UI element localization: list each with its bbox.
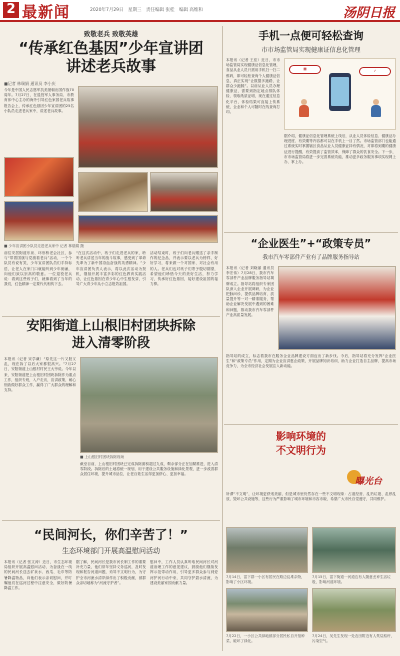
qr-bubble-icon: ▦ xyxy=(289,65,321,74)
uncivil-caption-1: 7月14日，富下群一小区有居民在路边乱堆杂物，影响了小区环境。 xyxy=(226,575,305,584)
page-number: 2 xyxy=(3,2,19,18)
divider xyxy=(224,424,398,425)
exposure-column-logo: 曝光台 xyxy=(347,470,385,488)
uncivil-photo-3 xyxy=(226,588,308,632)
enterprise-body-2: 指导站的成立，标志着我市在服务企业品牌建设方面迈出了新步伐。今后，指导站将充分发挥“企业医生”和“政策专员”作用，定期为企业宣讲惠企政策，开展品牌知识培训，助力企业打造自主品牌，提高市场竞争力，为全市经济社会发展注入新动能。 xyxy=(226,354,396,369)
phone-icon xyxy=(329,73,351,111)
mobile-infographic xyxy=(284,58,396,130)
column-divider xyxy=(222,26,223,651)
enterprise-headline: “企业医生”+“政策专员” xyxy=(250,238,372,250)
demolition-body-2: 截至目前，上山根旧村团块已完成拆除面积超过九成，剩余部分正在加紧推进，进入清零阶段。拆除后的土地将统一规划，用于建设公共服务设施和绿化景观，进一步改善群众居住环境，提升城市品位，让老百姓生活得更加舒心、更加幸福。 xyxy=(80,462,218,477)
river-headline: “民间河长，你们辛苦了！” xyxy=(34,527,188,542)
veterans-audience-photo xyxy=(78,215,218,243)
veterans-banner-photo xyxy=(4,157,74,197)
divider xyxy=(2,520,220,521)
divider xyxy=(224,232,398,233)
demolition-headline-2: 进入清零阶段 xyxy=(71,336,150,351)
veterans-lead: 今年是中国人民志愿军抗美援朝出国作战70周年。7月27日，在退役军人事务局、市教育体中心主办的海外引导红色家园老兵故事报告会上，传承红色基因少年宣讲团的25名小队员走进老兵家中，讲述老兵故事。 xyxy=(4,88,74,113)
person-icon xyxy=(371,99,381,117)
section-title: 最新闻 xyxy=(22,3,71,21)
mobile-subhead: 市市场监管局实现健康证信息化管理 xyxy=(261,47,361,54)
uncivil-caption-3: 7月22日，一小区公共绿地被部分居民私自开垦种菜，破坏了绿化。 xyxy=(226,634,305,643)
veterans-hall-photo xyxy=(78,172,148,212)
uncivil-photo-4 xyxy=(312,588,396,632)
veterans-photo-caption: ■ 少年宣讲团小队员走进老兵家中 记者 林瑞娟 摄 xyxy=(4,244,84,248)
veterans-body-1: 前往安居街道东泉、环形桥老会社区，参与“带着国旗与党旗看老兵”活动，一个个队员有说有笑，少年宣讲团队员们手持标语，让老人在家门口就能听到少年朗诵，向他们致以崇高的敬意。一位退役老兵说：看到这些孩子们，就像看到了当年的我们，红色精神一定要代代相传下去。 xyxy=(4,251,72,287)
veterans-group-photo xyxy=(150,172,218,212)
check-bubble-icon: ✓ xyxy=(359,67,391,76)
divider xyxy=(2,316,220,317)
demolition-photo xyxy=(80,357,218,453)
veterans-body-3: 活动结束时，孩子们向老兵赠送了亲手制作的纪念品，并表示要以老兵为榜样，好好学习，将来做一个对国家、对社会有用的人。老兵们也对孩子们寄予殷切期望，希望他们珍惜今天的美好生活，努力学习，传承好红色基因，接好建设祖国的接力棒。 xyxy=(150,251,218,287)
masthead xyxy=(0,0,400,22)
person-icon xyxy=(299,99,309,117)
river-subhead: 生态环境部门开展高温慰问活动 xyxy=(62,547,160,555)
issue-meta: 2020年7月29日 星期三 责任编辑 张桂 编辑 高维和 xyxy=(90,8,203,13)
river-body-1: 本报讯（记者 张文涛）近日，市生态环境局组织开展高温慰问活动，为奋战在一线的民间河长送去矿泉水、西瓜、毛巾等防暑降温物品，向他们表示亲切慰问，并叮嘱他们在巡河过程中注意安全，做好防暑降温工作。 xyxy=(4,560,72,591)
veterans-byline: ■记者 林瑞娟 通讯员 李小庆 xyxy=(4,81,56,86)
newspaper-logo: 汤阴日报 xyxy=(342,6,395,21)
veterans-headline-1: “传承红色基因”少年宣讲团 xyxy=(18,39,204,57)
mobile-body-1: 本报讯（记者 王佳）近日，市市场监管局实现健康证信息化管理，食品从业人员只需用手机扫一扫二维码，即可轻松查询个人健康证信息，真正实现“让数据多跑路，让群众少跑腿”。以前从业人员办理健康证，需要到指定地点排队体检、领取纸质证明，现在通过信息化平台，体检结果可直接上传系统，企业和个人可随时在线查询打印。 xyxy=(226,58,280,115)
uncivil-lead: 所谓“不文明”，让环境更舒适美丽，但是城市里仍然存在一些不文明现象：占道经营、乱扔垃圾、乱停乱放、毁坏公共设施等，这些行为严重影响了城市环境和市容市貌，希望广大市民自觉遵守，共同维护。 xyxy=(226,492,396,502)
uncivil-photo-2 xyxy=(312,527,396,573)
enterprise-subhead: 我市汽车零部件产业有了品牌服务指导站 xyxy=(262,255,360,261)
mobile-headline: 手机一点便可轻松查询 xyxy=(258,30,364,42)
demolition-body-1: 本报讯（记者 宋学谦）“原先这一片又脏又乱，现在拆了以后大家都很高兴。”7月27日，安阳街道上山根村村民王大爷说。今年以来，安阳街道把上山根旧村团块拆除作为重点工作，组织专班，入户走访，宣讲政策，耐心细致做好群众工作，赢得了广大群众的理解和支持。 xyxy=(4,357,76,393)
enterprise-photo xyxy=(278,266,396,350)
veterans-stage-photo xyxy=(4,201,74,241)
river-body-2: 据了解，民间河长是我市河长制工作的重要补充力量，他们常年坚持义务巡河，及时发现和报告河道问题，劝导不文明行为，为守护全市河流水清岸绿作出了积极贡献，被群众亲切地称为“河流守护者”。 xyxy=(76,560,146,585)
veterans-main-photo xyxy=(78,86,218,168)
uncivil-photo-1 xyxy=(226,527,308,573)
uncivil-caption-4: 7月24日，吴先生发现一处农田附近有人焚烧秸秆，污染空气。 xyxy=(312,634,395,643)
uncivil-caption-2: 7月15日，富下街道一河道边有人随意丢弃生活垃圾，影响河道环境。 xyxy=(312,575,391,584)
uncivil-headline-1: 影响环境的 xyxy=(276,432,326,443)
enterprise-body-1: 本报讯（记者 刘晓丽 通讯员 李宏伟）7月28日，我市汽车零部件产业品牌服务指导站揭牌成立。指导站将组织专家团队深入企业开展调研，为企业把脉问诊，提供品牌培育、质量提升等一对一精准服务，帮助企业解决发展中遇到的困难和问题，推动我市汽车零部件产业高质量发展。 xyxy=(226,266,274,317)
uncivil-headline-2: 不文明行为 xyxy=(276,446,326,457)
demolition-photo-caption: ■ 上山根旧村团块拆除现场 xyxy=(80,455,125,459)
river-body-3: 慰问中，工作人员认真听取民间河长对河道治理工作的意见建议，鼓励他们继续发挥示范带动作用，引导更多群众参与到爱河护河行动中来，共同守护碧水清流，为建设美丽家园贡献力量。 xyxy=(150,560,218,585)
demolition-headline-1: 安阳街道上山根旧村团块拆除 xyxy=(26,319,196,334)
veterans-headline-2: 讲述老兵故事 xyxy=(65,57,156,75)
mobile-body-2: 据介绍，健康证信息化管理系统上线后，从业人员体检信息、健康证办理进度、有效期等内容都可以在手机上一目了然。市场监管部门也能通过系统实时掌握辖区食品从业人员健康证持有情况，对即将到期的健康证进行提醒，有效提高了监管效率，保障了群众的饮食安全。下一步，市市场监管局将进一步完善系统功能，推动更多政务服务事项实现网上办、掌上办。 xyxy=(284,134,396,165)
veterans-body-2: “在这次活动中，孩子们走进老兵的家，聆听老兵讲述当年的战斗故事，感受到了革命先辈为了新中国浴血奋战的英勇精神。”少年宣讲团负责人表示，将以此次活动为契机，继续开展丰富多彩的红色教育实践活动，让红色基因在青少年心中生根发芽，引导广大青少年从小立志报效祖国。 xyxy=(76,251,146,287)
veterans-kicker: 致敬老兵 致敬英雄 xyxy=(83,30,139,38)
